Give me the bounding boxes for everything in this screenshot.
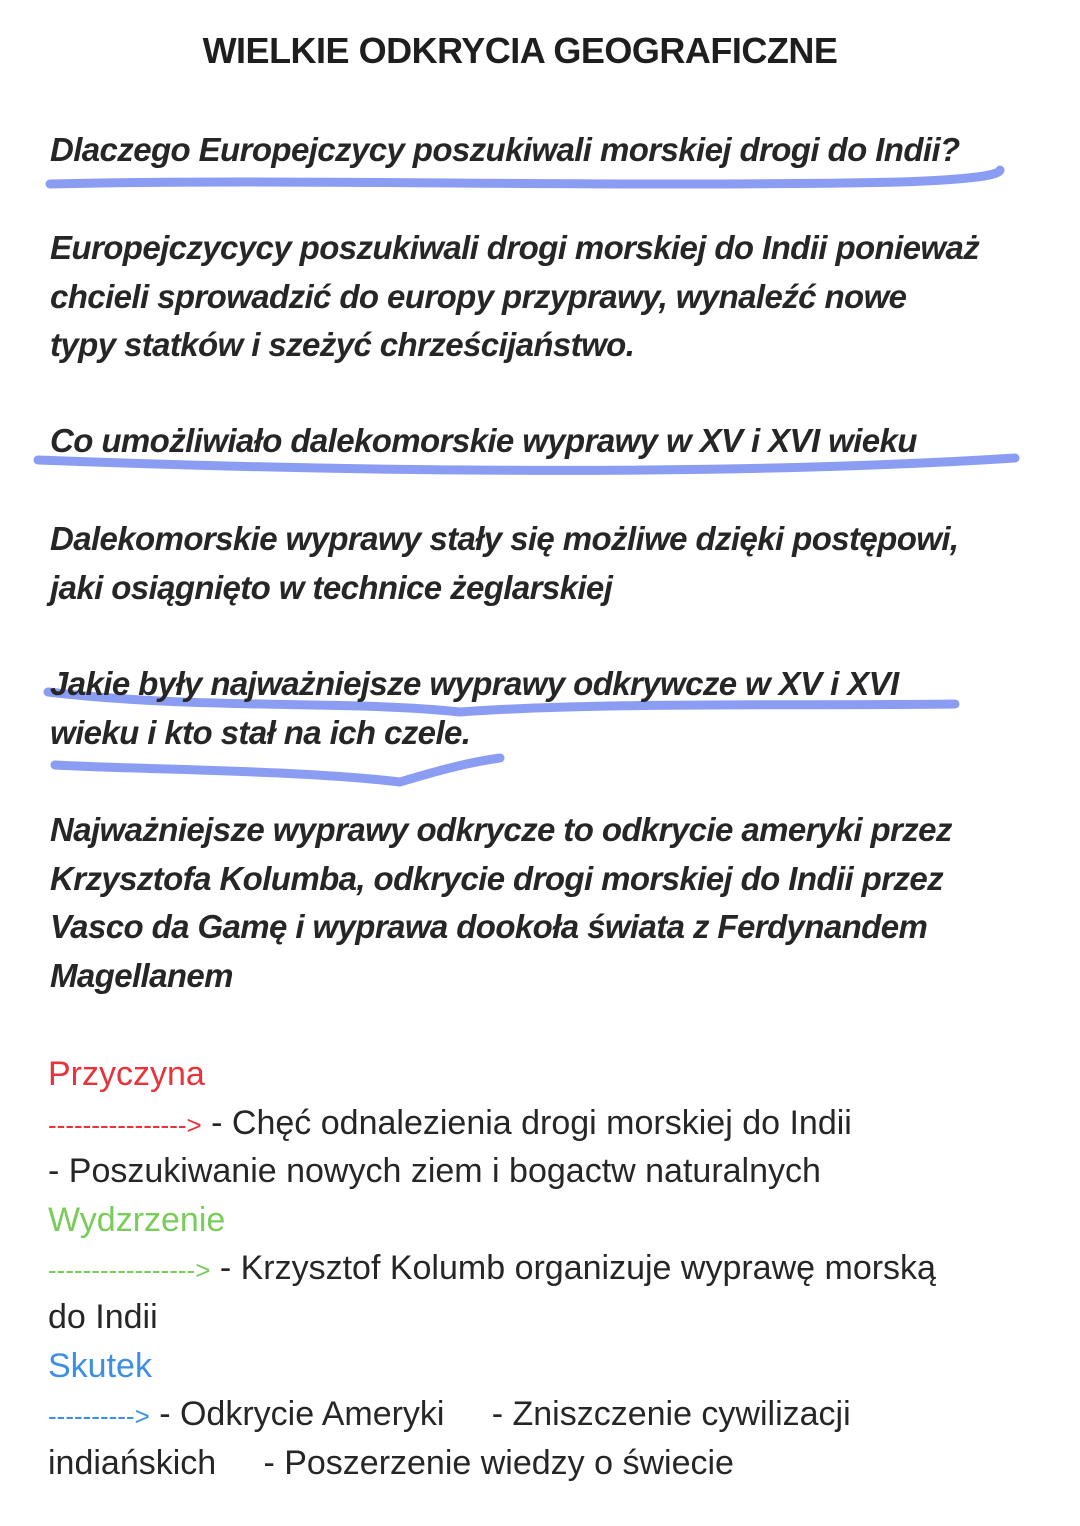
question-text: Jakie były najważniejsze wyprawy odkrywcze w XV i XVI	[50, 665, 899, 702]
answer-line: jaki osiągnięto w technice żeglarskiej	[50, 568, 613, 606]
answer-line: typy statków i szeżyć chrześcijaństwo.	[50, 326, 635, 363]
question-1	[50, 126, 960, 175]
answer-line: Najważniejsze wyprawy odkrycze to odkrycie ameryki przez	[50, 811, 952, 848]
effect-text: - Odkrycie Ameryki - Zniszczenie cywilizacji	[149, 1395, 851, 1434]
event-line	[48, 1244, 936, 1293]
cause-arrow: ---------------->	[48, 1109, 202, 1140]
event-label: Wydzrzenie	[48, 1200, 226, 1239]
question-text: Co umożliwiało dalekomorskie wyprawy w XV i XVI wieku	[50, 422, 917, 459]
effect-label: Skutek	[48, 1346, 152, 1385]
answer-line: Vasco da Gamę i wyprawa dookoła świata z Ferdynandem	[50, 908, 928, 945]
question-text: Dlaczego Europejczycy poszukiwali morskiej drogi do Indii?	[50, 131, 960, 168]
answer-line: Dalekomorskie wyprawy stały się możliwe dzięki postępowi,	[50, 520, 959, 557]
cause-effect-summary	[48, 1050, 936, 1487]
cause-line	[48, 1099, 936, 1148]
event-text: - Krzysztof Kolumb organizuje wyprawę morską	[210, 1249, 936, 1288]
page-title: WIELKIE ODKRYCIA GEOGRAFICZNE	[202, 30, 838, 71]
cause-label: Przyczyna	[48, 1055, 205, 1093]
underline-q3-line2	[55, 758, 500, 782]
answer-3	[50, 806, 952, 1000]
answer-1	[50, 224, 979, 370]
question-3	[50, 660, 899, 757]
question-text: wieku i kto stał na ich czele.	[50, 713, 471, 751]
event-text: do Indii	[48, 1297, 158, 1336]
answer-2	[50, 515, 958, 612]
cause-text: - Poszukiwanie nowych ziem i bogactw naturalnych	[48, 1152, 821, 1191]
cause-text: - Chęć odnalezienia drogi morskiej do Indii	[201, 1103, 852, 1142]
effect-arrow: ---------->	[48, 1401, 150, 1432]
question-2	[50, 417, 917, 466]
effect-line	[48, 1390, 936, 1439]
answer-line: Krzysztofa Kolumba, odkrycie drogi morskiej do Indii przez	[50, 859, 944, 897]
event-arrow: ----------------->	[48, 1255, 211, 1286]
answer-line: Magellanem	[50, 956, 233, 994]
answer-line: Europejczycycy poszukiwali drogi morskiej do Indii ponieważ	[50, 229, 980, 266]
effect-text: indiańskich - Poszerzenie wiedzy o świecie	[48, 1443, 734, 1482]
answer-line: chcieli sprowadzić do europy przyprawy, wynaleźć nowe	[50, 277, 907, 315]
